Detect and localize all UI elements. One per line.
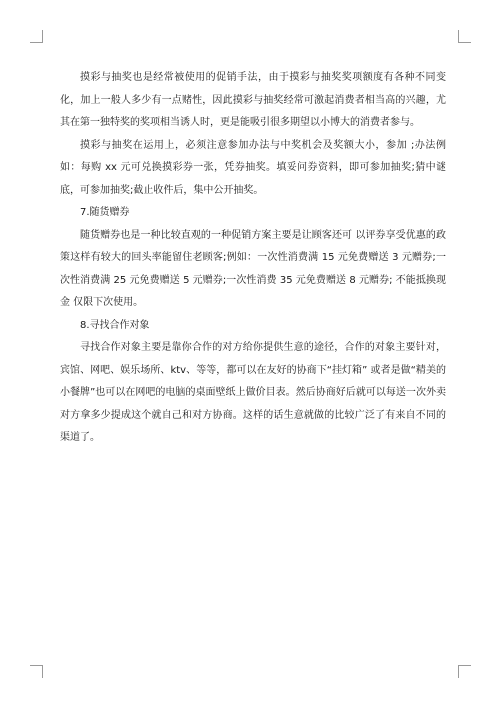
section-heading-coupons: 7.随货赠券 xyxy=(80,207,130,218)
paragraph-coupons: 随货赠券也是一种比较直观的一种促销方案主要是让顾客还可 以评券享受优惠的政策这样有较大的回头率能留住老顾客;例如：一次性消费满 15 元免费赠送 3 元赠券;一次性消费满 25 元免费赠送 5 元赠券;一次性消费 35 元免费赠送 8 元赠券; 不能抵换现金 仅限下次使用。 xyxy=(60,229,446,308)
crop-mark-bottom-right xyxy=(458,665,471,678)
crop-mark-bottom-left xyxy=(30,665,43,678)
section-heading-partners: 8.寻找合作对象 xyxy=(80,319,150,331)
paragraph-lottery-rules: 摸彩与抽奖在运用上，必须注意参加办法与中奖机会及奖额大小，参加 ;办法例如：每购 xx 元可兑换摸彩券一张，凭券抽奖。填妥问券资料，即可参加抽奖;猜中谜底，可参加抽奖;截止收件后，集中公开抽奖。 xyxy=(60,139,446,196)
paragraph-lottery-intro: 摸彩与抽奖也是经常被使用的促销手法，由于摸彩与抽奖奖项额度有各种不同变化，加上一般人多少有一点赌性，因此摸彩与抽奖经常可激起消费者相当高的兴趣，尤其在第一独特奖的奖项相当诱人时，更是能吸引很多期望以小博大的消费者参与。 xyxy=(60,72,446,128)
paragraph-partners: 寻找合作对象主要是靠你合作的对方给你提供生意的途径，合作的对象主要针对，宾馆、网吧、娱乐场所、ktv、等等，都可以在友好的协商下“挂灯箱” 或者是做“精美的小餐牌”也可以在网吧的电脑的桌面壁纸上做价目表。然后协商好后就可以每送一次外卖对方拿多少提成这个就自己和对方协商。这样的话生意就做的比较广泛了有来自不同的渠道了。 xyxy=(60,342,446,443)
document-body xyxy=(60,67,446,450)
crop-mark-top-left xyxy=(30,30,43,43)
crop-mark-top-right xyxy=(458,30,471,43)
